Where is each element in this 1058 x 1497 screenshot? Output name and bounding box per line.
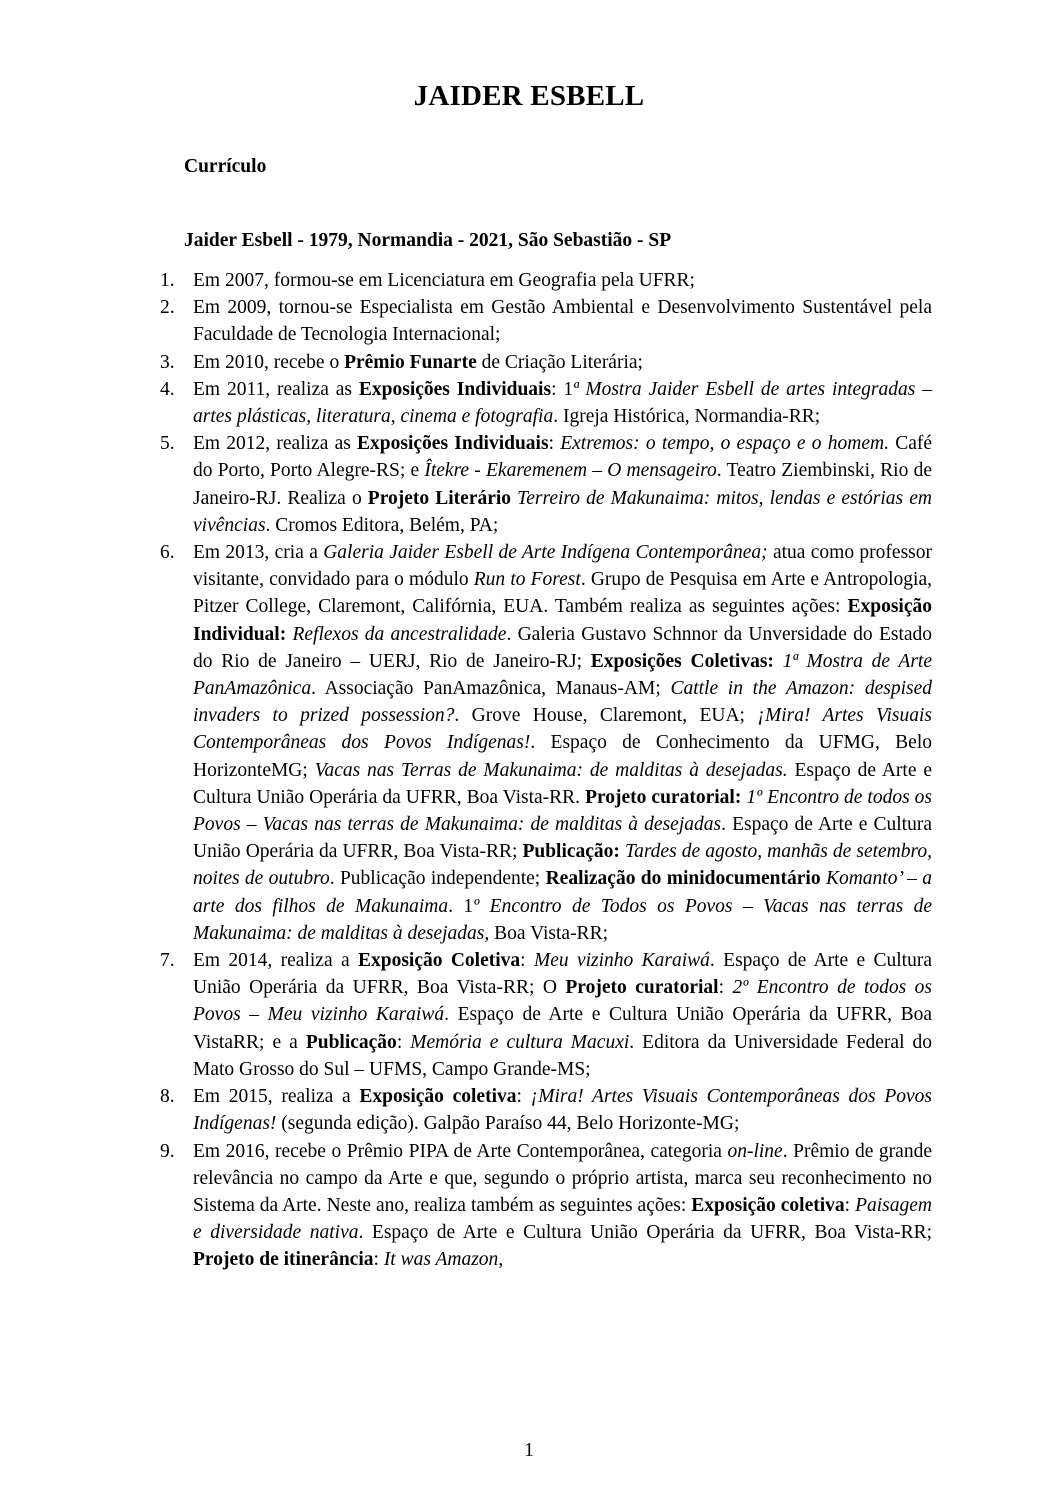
page-number: 1 (524, 1440, 534, 1461)
list-item (160, 539, 932, 947)
list-item-text (193, 539, 932, 947)
italic-text: Cattle in the Amazon: despised invaders to prized possession? (193, 678, 932, 727)
list-item-number: 1. (160, 270, 175, 291)
italic-text: 2º Encontro de todos os Povos – Meu vizinho Karaiwá (193, 977, 933, 1026)
italic-text: Paisagem e diversidade nativa (193, 1194, 932, 1244)
list-item-number: 8. (160, 1086, 175, 1108)
text-run: atua como professor visitante, convidado para o módulo (193, 542, 932, 591)
text-run: Café do Porto, Porto Alegre-RS; e (193, 433, 932, 482)
italic-text: Îtekre - Ekaremenem – O mensageiro (424, 460, 717, 482)
text-run: . Espaço de Conhecimento da UFMG, Belo HorizonteMG; (193, 732, 933, 781)
text-run: : 1 (551, 378, 574, 400)
list-item-text (193, 1083, 932, 1137)
list-item-number: 7. (160, 950, 175, 972)
text-run: . Espaço de Arte e Cultura União Operária da UFRR, Boa Vista-RR; O (193, 950, 933, 999)
biography-heading: Jaider Esbell - 1979, Normandia - 2021, São Sebastião - SP (184, 230, 672, 251)
list-item (160, 1083, 932, 1137)
text-run: : (396, 1031, 411, 1053)
list-item-text (193, 430, 932, 539)
text-run: Em 2015, realiza a (193, 1086, 360, 1108)
bold-text: Projeto Literário (367, 487, 512, 509)
text-run: Em 2009, tornou-se Especialista em Gestão Ambiental e Desenvolvimento Sustentável pela Faculdade de Tecnologia Internacional; (193, 297, 932, 346)
text-run (774, 651, 783, 672)
bold-text: Exposições Coletivas: (590, 650, 774, 672)
italic-text: ª Mostra Jaider Esbell de artes integradas – artes plásticas, literatura, cinema e fotografia (193, 378, 932, 428)
text-run: . Cromos Editora, Belém, PA; (265, 514, 499, 536)
section-heading: Currículo (184, 156, 267, 177)
text-run: . Espaço de Arte e Cultura União Operária da UFRR, Boa VistaRR; e a (193, 1004, 932, 1053)
list-item-number: 3. (160, 351, 175, 373)
italic-text: ¡Mira! Artes Visuais Contemporâneas dos Povos Indígenas! (193, 705, 933, 754)
list-item-text (193, 267, 932, 294)
list-item (160, 349, 932, 376)
text-run: (segunda edição). Galpão Paraíso 44, Belo Horizonte-MG; (276, 1113, 740, 1135)
italic-text: on-line (727, 1140, 783, 1162)
italic-text: Galeria Jaider Esbell de Arte Indígena Contemporânea; (323, 542, 768, 564)
text-run: Espaço de Arte e Cultura União Operária da UFRR, Boa Vista-RR. (193, 759, 933, 808)
text-run: . Igreja Histórica, Normandia-RR; (553, 406, 821, 428)
text-run: . Galeria Gustavo Schnnor da Unversidade do Estado do Rio de Janeiro – UERJ, Rio de Janeiro-RJ; (193, 623, 933, 672)
italic-text: 1º Encontro de todos os Povos – Vacas nas terras de Makunaima: de malditas à desejadas (193, 786, 933, 836)
list-item-text (193, 1138, 932, 1274)
cv-list (160, 267, 932, 1274)
text-run: . Associação PanAmazônica, Manaus-AM; (311, 678, 671, 700)
italic-text: Reflexos da ancestralidade (292, 623, 507, 645)
text-run: Em 2013, cria a (193, 542, 324, 564)
text-run: Em 2007, formou-se em Licenciatura em Geografia pela UFRR; (193, 270, 695, 291)
text-run: : (516, 1086, 531, 1108)
text-run: de Criação Literária; (476, 351, 643, 373)
text-run: : (718, 977, 733, 999)
bold-text: Realização do minidocumentário (545, 868, 821, 890)
text-run: , (498, 1249, 504, 1271)
list-item (160, 376, 932, 430)
text-run: : (520, 950, 534, 972)
list-item-number: 2. (160, 297, 175, 319)
text-run: . Espaço de Arte e Cultura União Operária da UFRR, Boa Vista-RR; (193, 814, 932, 863)
bold-text: Publicação (305, 1031, 397, 1053)
text-run: Em 2012, realiza as (193, 433, 358, 455)
list-item (160, 1138, 932, 1274)
text-run: Em 2016, recebe o Prêmio PIPA de Arte Contemporânea, categoria (193, 1140, 728, 1162)
text-run: . Grove House, Claremont, EUA; (454, 705, 758, 727)
italic-text: Terreiro de Makunaima: mitos, lendas e estórias em vivências (193, 487, 932, 536)
text-run: . Grupo de Pesquisa em Arte e Antropologia, Pitzer College, Claremont, Califórnia, EUA. Também realiza as seguintes ações: (193, 569, 932, 618)
text-run: Em 2011, realiza as (193, 378, 359, 400)
bold-text: Publicação: (522, 841, 620, 863)
italic-text: Extremos: o tempo, o espaço e o homem. (560, 433, 889, 455)
italic-text: ¡Mira! Artes Visuais Contemporâneas dos Povos Indígenas! (193, 1086, 933, 1135)
list-item-number: 4. (160, 378, 175, 400)
list-item-number: 6. (160, 542, 175, 564)
list-item-text (193, 947, 932, 1083)
text-run: . Teatro Ziembinski, Rio de Janeiro-RJ. Realiza o (193, 460, 932, 509)
bold-text: Exposição coletiva (691, 1194, 845, 1216)
list-item-number: 5. (160, 433, 175, 455)
list-item-number: 9. (160, 1140, 175, 1162)
text-run: : (844, 1194, 856, 1216)
bold-text: Prêmio Funarte (344, 351, 477, 373)
italic-text: Meu vizinho Karaiwá (533, 950, 710, 972)
italic-text: Tardes de agosto, manhãs de setembro, noites de outubro (193, 841, 932, 890)
bold-text: Projeto curatorial (565, 977, 719, 999)
document-title: JAIDER ESBELL (413, 80, 645, 112)
italic-text: Memória e cultura Macuxi (410, 1031, 630, 1053)
text-run: . Editora da Universidade Federal do Mato Grosso do Sul – UFMS, Campo Grande-MS; (193, 1031, 933, 1080)
italic-text: Run to Forest (473, 569, 581, 591)
list-item (160, 947, 932, 1083)
text-run: . Espaço de Arte e Cultura União Operária da UFRR, Boa Vista-RR; (358, 1222, 933, 1244)
text-run: Em 2014, realiza a (193, 950, 358, 972)
bold-text: Exposições Individuais (357, 433, 549, 455)
text-run: . Prêmio de grande relevância no campo da Arte e que, segundo o próprio artista, marca seu reconhecimento no Sistema da Arte. Neste ano, realiza também as seguintes ações: (193, 1140, 932, 1216)
text-run: Em 2010, recebe o (193, 351, 345, 373)
italic-text: º Encontro de Todos os Povos – Vacas nas terras de Makunaima: de malditas à desejadas, (193, 895, 933, 944)
italic-text: It was Amazon (383, 1249, 499, 1271)
bold-text: Exposição coletiva (359, 1086, 517, 1108)
italic-text: Vacas nas Terras de Makunaima: de malditas à desejadas. (314, 759, 788, 781)
text-run: . 1 (448, 895, 474, 917)
list-item (160, 294, 932, 348)
list-item (160, 267, 932, 294)
text-run: . Publicação independente; (329, 868, 546, 890)
bold-text: Projeto de itinerância (193, 1249, 374, 1271)
bold-text: Exposição Coletiva (357, 950, 521, 972)
list-item-text (193, 294, 932, 348)
list-item-text (193, 349, 932, 376)
list-item-text (193, 376, 932, 430)
text-run: Boa Vista-RR; (489, 922, 608, 944)
text-run: : (548, 433, 561, 455)
bold-text: Exposição Individual: (193, 596, 932, 645)
bold-text: Projeto curatorial: (585, 786, 742, 808)
bold-text: Exposições Individuais (358, 378, 552, 400)
list-item (160, 430, 932, 539)
text-run: : (373, 1249, 384, 1271)
italic-text: 1ª Mostra de Arte PanAmazônica (193, 650, 932, 700)
italic-text: Komanto’ – a arte dos filhos de Makunaima (193, 868, 932, 917)
